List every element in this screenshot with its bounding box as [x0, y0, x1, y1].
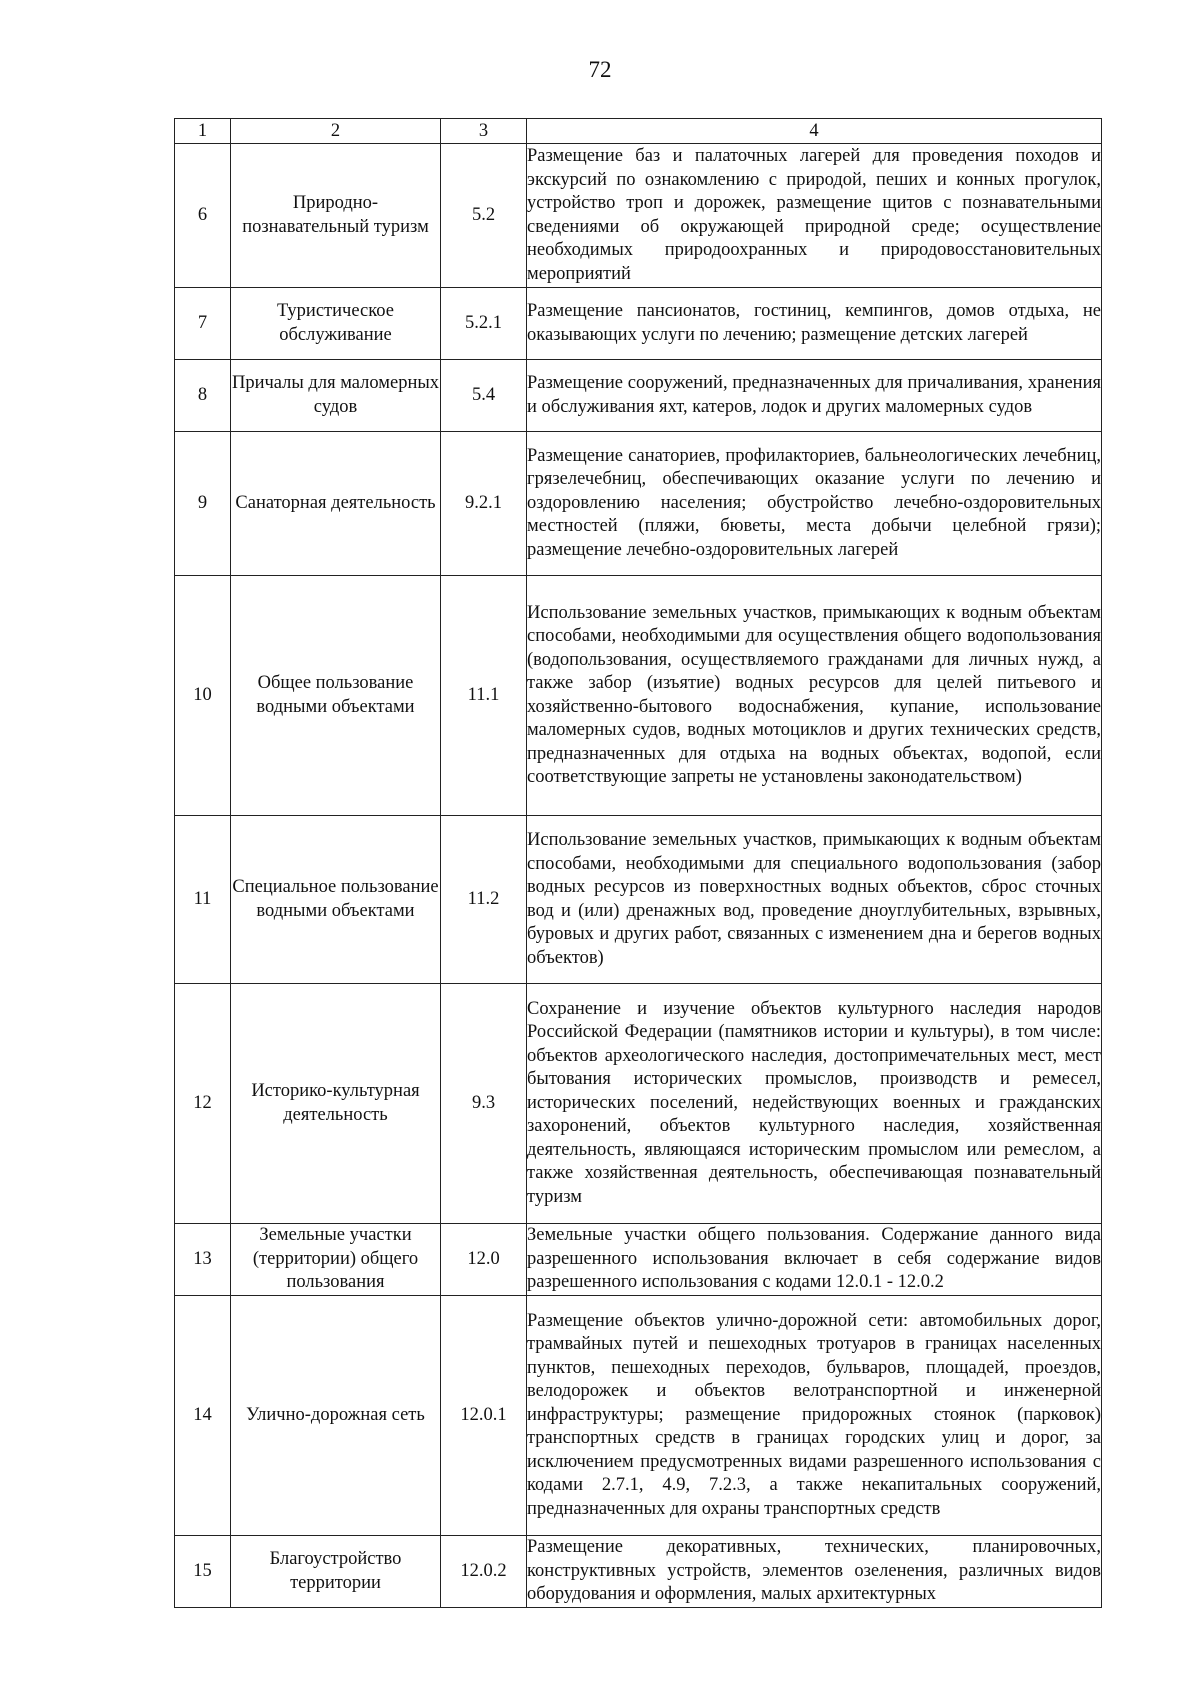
table-row — [175, 1224, 1102, 1296]
use-type-code: 5.2.1 — [441, 288, 527, 360]
row-number: 14 — [175, 1296, 231, 1536]
column-header-4: 4 — [527, 119, 1102, 144]
use-type-name: Благоустройство территории — [231, 1536, 441, 1608]
use-type-description: Сохранение и изучение объектов культурного наследия народов Российской Федерации (памятников истории и культуры), в том числе: объектов археологического наследия, достопримечательных мест, мест бытования исторических промыслов, производств и ремесел, исторических поселений, недействующих военных и гражданских захоронений, объектов культурного наследия, хозяйственная деятельность, являющаяся историческим промыслом или ремеслом, а также хозяйственная деятельность, обеспечивающая познавательный туризм — [527, 984, 1102, 1224]
use-type-name: Общее пользование водными объектами — [231, 576, 441, 816]
use-type-code: 9.3 — [441, 984, 527, 1224]
use-type-name: Санаторная деятельность — [231, 432, 441, 576]
use-type-description: Размещение санаториев, профилакториев, бальнеологических лечебниц, грязелечебниц, обеспечивающих оказание услуги по лечению и оздоровлению населения; обустройство лечебно-оздоровительных местностей (пляжи, бюветы, места добычи целебной грязи); размещение лечебно-оздоровительных лагерей — [527, 432, 1102, 576]
land-use-table — [174, 118, 1102, 1608]
table-row — [175, 360, 1102, 432]
use-type-code: 12.0.2 — [441, 1536, 527, 1608]
table-row — [175, 144, 1102, 288]
table-row — [175, 432, 1102, 576]
use-type-name: Специальное пользование водными объектами — [231, 816, 441, 984]
use-type-description: Использование земельных участков, примыкающих к водным объектам способами, необходимыми для специального водопользования (забор водных ресурсов из поверхностных водных объектов, сброс сточных вод и (или) дренажных вод, проведение дноуглубительных, взрывных, буровых и других работ, связанных с изменением дна и берегов водных объектов) — [527, 816, 1102, 984]
use-type-description: Использование земельных участков, примыкающих к водным объектам способами, необходимыми для осуществления общего водопользования (водопользования, осуществляемого гражданами для личных нужд, а также забор (изъятие) водных ресурсов для целей питьевого и хозяйственно-бытового водоснабжения, купание, использование маломерных судов, водных мотоциклов и других технических средств, предназначенных для отдыха на водных объектах, водопой, если соответствующие запреты не установлены законодательством) — [527, 576, 1102, 816]
use-type-code: 5.2 — [441, 144, 527, 288]
column-header-3: 3 — [441, 119, 527, 144]
use-type-code: 9.2.1 — [441, 432, 527, 576]
use-type-name: Улично-дорожная сеть — [231, 1296, 441, 1536]
use-type-name: Туристическое обслуживание — [231, 288, 441, 360]
use-type-name: Земельные участки (территории) общего пользования — [231, 1224, 441, 1296]
row-number: 12 — [175, 984, 231, 1224]
use-type-code: 11.1 — [441, 576, 527, 816]
use-type-code: 12.0 — [441, 1224, 527, 1296]
page-number: 72 — [588, 57, 612, 82]
use-type-description: Размещение сооружений, предназначенных для причаливания, хранения и обслуживания яхт, катеров, лодок и других маломерных судов — [527, 360, 1102, 432]
row-number: 15 — [175, 1536, 231, 1608]
use-type-description: Земельные участки общего пользования. Содержание данного вида разрешенного использования включает в себя содержание видов разрешенного использования с кодами 12.0.1 - 12.0.2 — [527, 1224, 1102, 1296]
row-number: 6 — [175, 144, 231, 288]
table-row — [175, 576, 1102, 816]
use-type-description: Размещение декоративных, технических, планировочных, конструктивных устройств, элементов озеленения, различных видов оборудования и оформления, малых архитектурных — [527, 1536, 1102, 1608]
table-row — [175, 816, 1102, 984]
row-number: 13 — [175, 1224, 231, 1296]
row-number: 8 — [175, 360, 231, 432]
use-type-code: 12.0.1 — [441, 1296, 527, 1536]
use-type-description: Размещение пансионатов, гостиниц, кемпингов, домов отдыха, не оказывающих услуги по лечению; размещение детских лагерей — [527, 288, 1102, 360]
column-header-1: 1 — [175, 119, 231, 144]
use-type-description: Размещение баз и палаточных лагерей для проведения походов и экскурсий по ознакомлению с природой, пеших и конных прогулок, устройство троп и дорожек, размещение щитов с познавательными сведениями об окружающей природной среде; осуществление необходимых природоохранных и природовосстановительных мероприятий — [527, 144, 1102, 288]
row-number: 10 — [175, 576, 231, 816]
column-header-2: 2 — [231, 119, 441, 144]
row-number: 11 — [175, 816, 231, 984]
table-row — [175, 288, 1102, 360]
table-row — [175, 1296, 1102, 1536]
table-header-row — [175, 119, 1102, 144]
use-type-code: 11.2 — [441, 816, 527, 984]
row-number: 7 — [175, 288, 231, 360]
use-type-name: Причалы для маломерных судов — [231, 360, 441, 432]
use-type-description: Размещение объектов улично-дорожной сети: автомобильных дорог, трамвайных путей и пешеходных тротуаров в границах населенных пунктов, пешеходных переходов, бульваров, площадей, проездов, велодорожек и объектов велотранспортной и инженерной инфраструктуры; размещение придорожных стоянок (парковок) транспортных средств в границах городских улиц и дорог, за исключением предусмотренных видами разрешенного использования с кодами 2.7.1, 4.9, 7.2.3, а также некапитальных сооружений, предназначенных для охраны транспортных средств — [527, 1296, 1102, 1536]
table-row — [175, 1536, 1102, 1608]
row-number: 9 — [175, 432, 231, 576]
table-row — [175, 984, 1102, 1224]
use-type-name: Историко-культурная деятельность — [231, 984, 441, 1224]
use-type-name: Природно-познавательный туризм — [231, 144, 441, 288]
use-type-code: 5.4 — [441, 360, 527, 432]
